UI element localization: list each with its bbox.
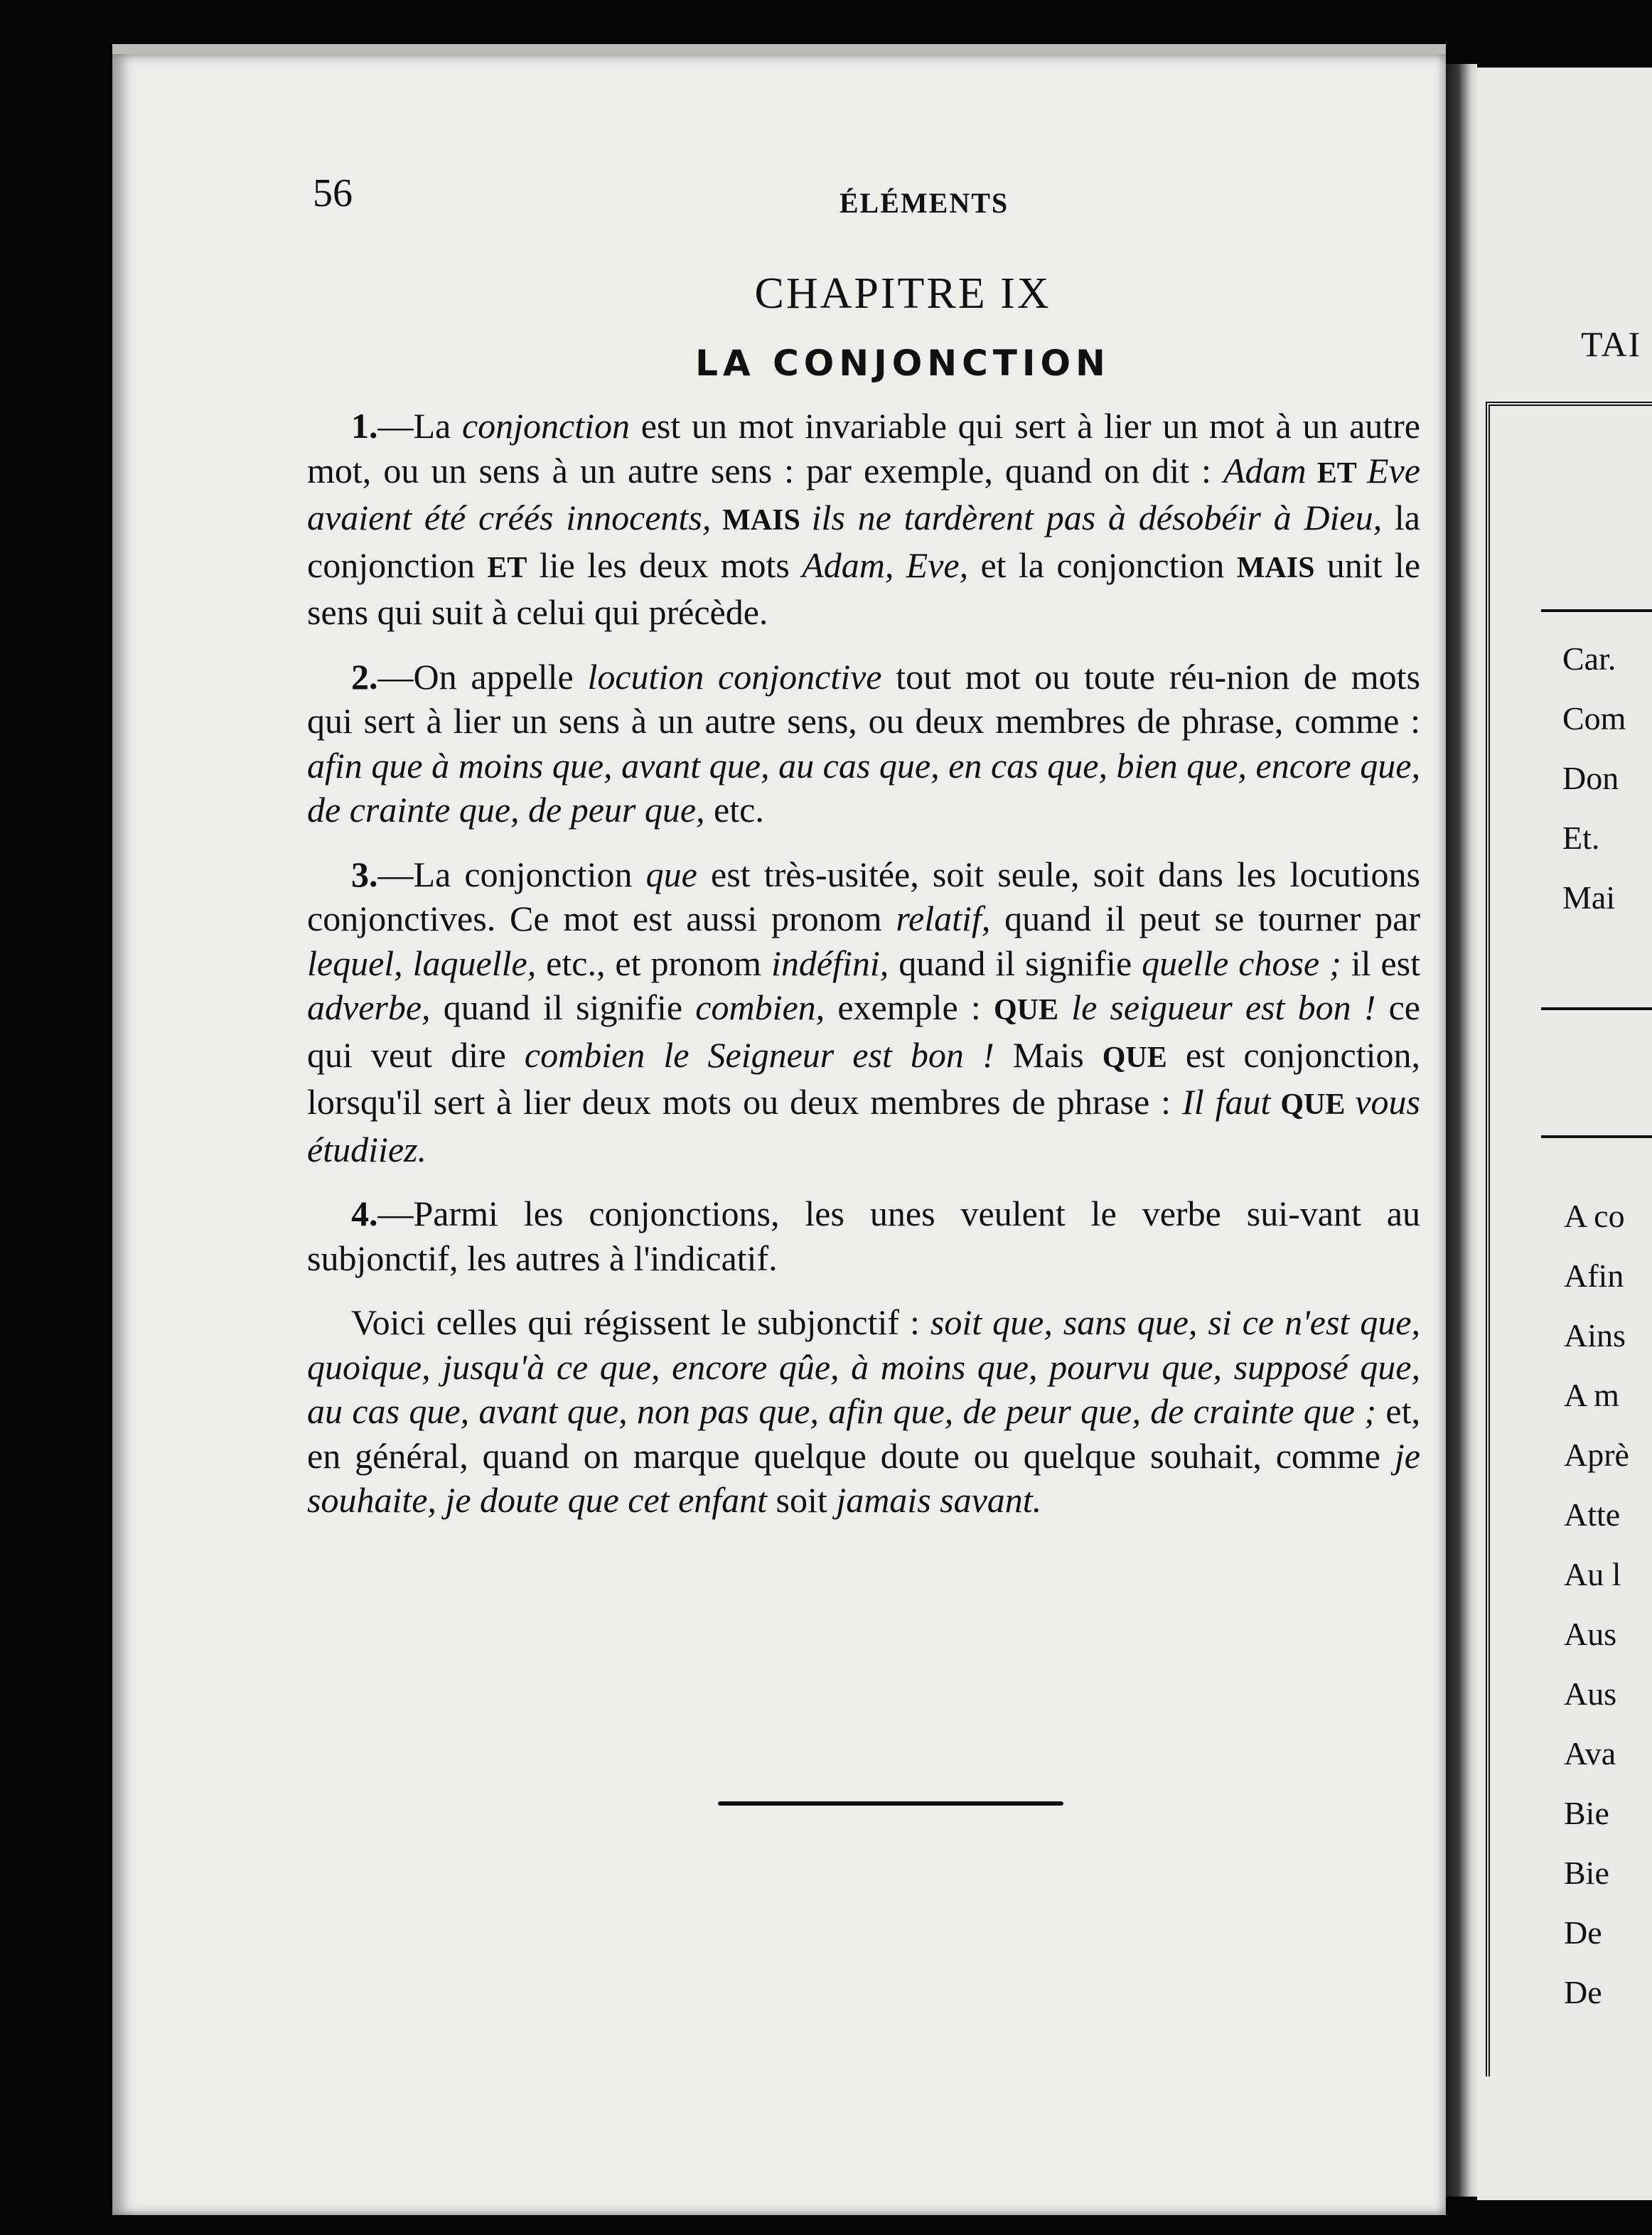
text-run: —On appelle	[377, 656, 588, 697]
text-run: Adam	[1223, 450, 1307, 491]
text-run: que	[645, 854, 697, 894]
text-run: Il faut	[1182, 1082, 1271, 1122]
right-page-list-a	[1562, 629, 1626, 928]
right-page-entry: Don	[1562, 760, 1619, 796]
text-run: adverbe,	[307, 987, 431, 1027]
right-page-entry: De	[1564, 1974, 1602, 2010]
text-run: jamais savant.	[836, 1480, 1042, 1520]
paragraph-5	[307, 1300, 1420, 1523]
paragraph-3	[307, 852, 1420, 1172]
right-page-entry: De	[1564, 1914, 1602, 1951]
text-run: —La	[377, 406, 462, 446]
right-page-rule	[1541, 1135, 1652, 1138]
text-run: MAIS	[711, 504, 812, 537]
right-page-entry: Com	[1562, 700, 1626, 736]
paragraph-number: 4.	[351, 1194, 378, 1233]
right-page-entry: Afin	[1564, 1258, 1624, 1294]
text-run: soit	[767, 1480, 837, 1520]
text-run: et, en général, quand on marque quelque doute ou quelque souhait, comme	[307, 1391, 1420, 1476]
right-page-entry: A m	[1564, 1377, 1619, 1413]
right-page	[1477, 68, 1652, 2200]
text-run: —Parmi les conjonctions, les unes veulent le verbe sui-vant au subjonctif, les autres à l'indicatif.	[307, 1194, 1420, 1278]
text-run: indéfini,	[771, 943, 889, 983]
right-page-rule	[1541, 609, 1652, 612]
text-run: Eve avaient été créés innocents,	[307, 450, 1420, 537]
right-page-entry: Atte	[1564, 1496, 1621, 1533]
text-run: quand il peut se tourner par	[990, 899, 1420, 938]
text-run: QUE	[1102, 1041, 1167, 1074]
right-page-entry: Aus	[1564, 1616, 1617, 1652]
right-page-entry: Ains	[1564, 1317, 1626, 1354]
text-run: est conjonction, lorsqu'il sert à lier deux mots ou deux membres de phrase :	[307, 1034, 1420, 1122]
text-run: est très-usitée, soit seule, soit dans les locutions conjonctives. Ce mot est aussi pronom	[307, 854, 1421, 938]
paragraph-2	[307, 655, 1420, 832]
text-run: je souhaite, je doute que cet enfant	[307, 1435, 1420, 1520]
text-run: lequel, laquelle,	[307, 943, 537, 983]
right-page-entry: Mai	[1562, 879, 1616, 916]
paragraph-1	[307, 404, 1420, 635]
running-head: ÉLÉMENTS	[839, 187, 1009, 219]
text-run: QUE	[993, 994, 1058, 1027]
text-run: il est	[1341, 943, 1420, 983]
text-run: vous étudiiez.	[307, 1082, 1420, 1169]
right-page-entry: Au l	[1564, 1556, 1621, 1592]
right-page-entry: Et.	[1562, 820, 1600, 856]
text-run: et la conjonction	[968, 545, 1237, 585]
text-run: QUE	[1270, 1088, 1356, 1121]
text-run: ET	[1306, 456, 1368, 490]
text-run: locution conjonctive	[587, 656, 882, 697]
text-run: Adam, Eve,	[802, 545, 969, 585]
text-run: etc.	[704, 790, 764, 830]
text-run: afin que à moins que, avant que, au cas que, en cas que, bien que, encore que, de crainte que, de peur que,	[307, 745, 1420, 830]
paragraph-4	[307, 1191, 1420, 1280]
text-run: ce qui veut dire	[307, 987, 1420, 1075]
right-page-entry: A co	[1564, 1198, 1625, 1234]
right-page-rule	[1541, 1007, 1652, 1010]
text-run: tout mot ou toute réu-nion de mots qui sert à lier un sens à un autre sens, ou deux membres de phrase, comme :	[307, 656, 1420, 741]
paragraph-number: 1.	[351, 406, 378, 446]
text-run: ils ne tardèrent pas à désobéir à Dieu,	[811, 498, 1383, 537]
page-number: 56	[313, 171, 353, 215]
paragraph-number: 2.	[351, 656, 378, 697]
text-run: ET	[487, 551, 527, 584]
right-page-entry: Aus	[1564, 1676, 1617, 1712]
text-run: quand il signifie	[889, 943, 1142, 983]
text-run: —La conjonction	[377, 854, 646, 894]
text-run: lie les deux mots	[527, 545, 803, 585]
text-run: etc., et pronom	[536, 943, 771, 983]
text-run: combien le Seigneur est bon !	[524, 1034, 994, 1075]
text-run: MAIS	[1236, 551, 1315, 584]
book-gutter	[1446, 64, 1477, 2197]
body-text	[307, 404, 1420, 1543]
paragraph-number: 3.	[351, 854, 378, 894]
right-page-entry: Aprè	[1564, 1437, 1629, 1473]
text-run: est un mot invariable qui sert à lier un mot à un autre mot, ou un sens à un autre sens : par exemple, quand on dit :	[307, 406, 1420, 491]
text-run: unit le sens qui suit à celui qui précède.	[307, 545, 1421, 632]
text-run: soit que, sans que, si ce n'est que, quoique, jusqu'à ce que, encore qûe, à moins que, pourvu que, supposé que, au cas que, avant que, non pas que, afin que, de peur que, de crainte que ;	[307, 1302, 1420, 1431]
right-page-list-b	[1564, 1186, 1629, 2022]
right-page-entry: Bie	[1564, 1795, 1609, 1831]
text-run: conjonction	[461, 406, 630, 446]
right-page-entry: Bie	[1564, 1855, 1609, 1891]
text-run: combien,	[695, 987, 825, 1027]
text-run: Mais	[994, 1034, 1103, 1075]
text-run: quand il signifie	[430, 987, 696, 1027]
text-run: quelle chose ;	[1142, 943, 1341, 983]
right-page-title: TAI	[1581, 324, 1642, 364]
end-rule	[718, 1801, 1063, 1806]
text-run: le seigueur est bon !	[1058, 987, 1376, 1027]
text-run: exemple :	[825, 987, 994, 1027]
right-page-entry: Ava	[1564, 1735, 1616, 1772]
text-run: Voici celles qui régissent le subjonctif :	[351, 1302, 930, 1342]
text-run: relatif,	[896, 899, 991, 938]
right-page-entry: Car.	[1562, 641, 1616, 677]
section-title: LA CONJONCTION	[695, 343, 1110, 384]
text-run: la conjonction	[307, 498, 1420, 585]
chapter-title: CHAPITRE IX	[754, 269, 1051, 318]
